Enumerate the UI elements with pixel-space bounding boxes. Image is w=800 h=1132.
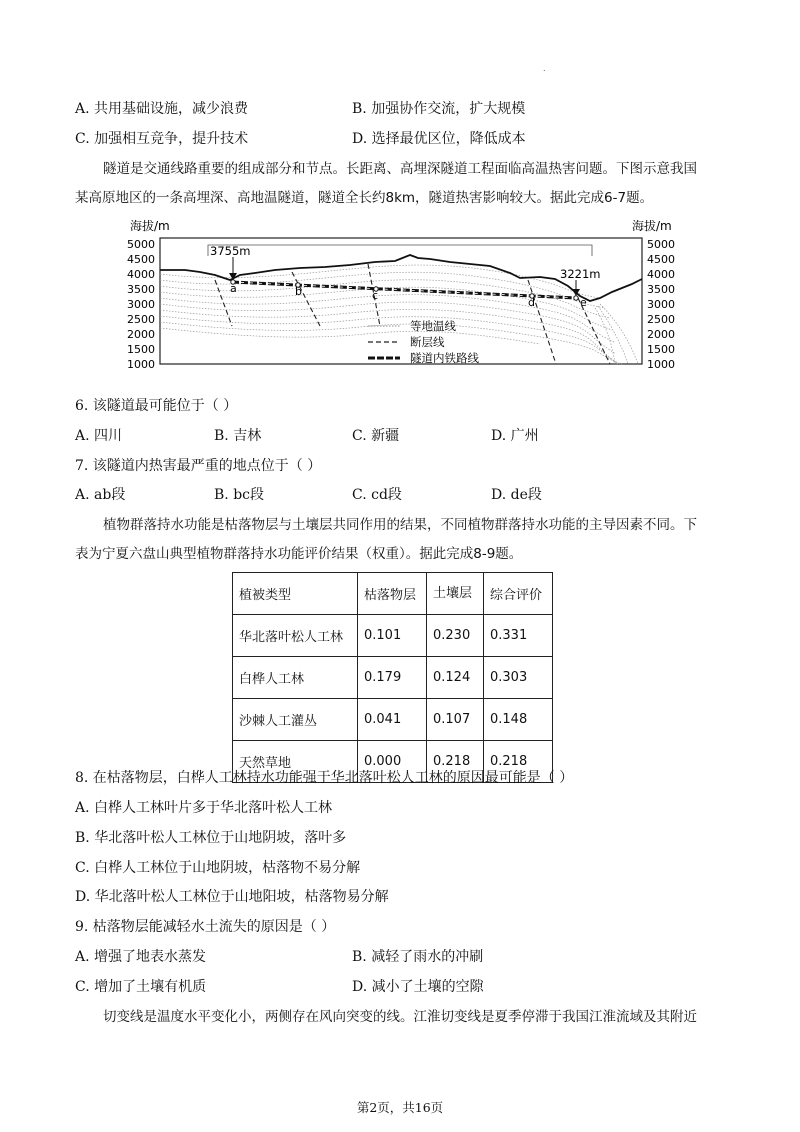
table-cell: 0.124 [427, 657, 484, 699]
tick-left-5000: 5000 [127, 238, 155, 251]
q9-option-c: C. 增加了土壤有机质 [75, 979, 207, 995]
q8-option-b: B. 华北落叶松人工林位于山地阴坡，落叶多 [75, 830, 347, 846]
q7-option-a: A. ab段 [75, 487, 126, 503]
elev-right-label: 3221m [560, 267, 601, 281]
table-cell: 0.303 [484, 657, 553, 699]
table-cell: 0.107 [427, 699, 484, 741]
tick-right-1000: 1000 [647, 358, 675, 371]
tick-right-2000: 2000 [647, 328, 675, 341]
q9-option-b: B. 减轻了雨水的冲刷 [352, 949, 484, 965]
q6-stem: 6. 该隧道最可能位于（ ） [75, 398, 238, 414]
q9-option-d: D. 减小了土壤的空隙 [352, 979, 484, 995]
q9-stem: 9. 枯落物层能减轻水土流失的原因是（ ） [75, 919, 336, 935]
point-labels [230, 282, 587, 309]
q8-option-a: A. 白桦人工林叶片多于华北落叶松人工林 [75, 800, 333, 816]
table-cell: 白桦人工林 [233, 657, 358, 699]
table-header-cell: 综合评价 [484, 573, 553, 615]
legend-railway: 隧道内铁路线 [410, 351, 479, 365]
table-cell: 天然草地 [233, 741, 358, 783]
q6-option-d: D. 广州 [491, 428, 539, 444]
tunnel-intro-line2: 某高原地区的一条高埋深、高地温隧道，隧道全长约8km，隧道热害影响较大。据此完成6-7题。 [75, 190, 654, 206]
page-dot: . [543, 64, 546, 73]
tick-right-4500: 4500 [647, 253, 675, 266]
table-cell: 0.041 [358, 699, 427, 741]
tick-right-3000: 3000 [647, 298, 675, 311]
table-header-cell: 植被类型 [233, 573, 358, 615]
legend-isotherm: 等地温线 [410, 319, 456, 333]
table-header-cell: 枯落物层 [358, 573, 427, 615]
table-cell: 华北落叶松人工林 [233, 615, 358, 657]
right-ticks [647, 238, 675, 371]
tick-left-1500: 1500 [127, 343, 155, 356]
q7-option-c: C. cd段 [352, 487, 402, 503]
q7-option-b: B. bc段 [214, 487, 264, 503]
q6-option-a: A. 四川 [75, 428, 123, 444]
page-footer: 第2页，共16页 [356, 1100, 444, 1115]
tick-right-4000: 4000 [647, 268, 675, 281]
q5-option-b: B. 加强协作交流，扩大规模 [352, 101, 526, 117]
table-row [233, 699, 553, 741]
q5-option-a: A. 共用基础设施，减少浪费 [75, 101, 249, 117]
tick-left-3500: 3500 [127, 283, 155, 296]
tick-right-2500: 2500 [647, 313, 675, 326]
shear-intro-line1: 切变线是温度水平变化小，两侧存在风向突变的线。江淮切变线是夏季停滞于我国江淮流域及其附近 [103, 1009, 697, 1025]
table-cell: 0.218 [427, 741, 484, 783]
q8-option-d: D. 华北落叶松人工林位于山地阳坡，枯落物易分解 [75, 889, 389, 905]
q6-option-c: C. 新疆 [352, 428, 400, 444]
table-header-cell: 土壤层 [427, 573, 484, 615]
tunnel-intro-line1: 隧道是交通线路重要的组成部分和节点。长距离、高埋深隧道工程面临高温热害问题。下图示意我国 [103, 161, 697, 177]
q8-stem: 8. 在枯落物层，白桦人工林持水功能强于华北落叶松人工林的原因最可能是（ ） [75, 770, 574, 786]
table-cell: 0.101 [358, 615, 427, 657]
figure-legend [368, 319, 479, 365]
elev-left-label: 3755m [210, 244, 251, 258]
tick-left-1000: 1000 [127, 358, 155, 371]
table-row [233, 615, 553, 657]
q5-option-c: C. 加强相互竞争，提升技术 [75, 131, 249, 147]
tick-right-5000: 5000 [647, 238, 675, 251]
q8-option-c: C. 白桦人工林位于山地阴坡，枯落物不易分解 [75, 860, 361, 876]
tick-left-4500: 4500 [127, 253, 155, 266]
point-e-marker [574, 296, 578, 300]
q7-stem: 7. 该隧道内热害最严重的地点位于（ ） [75, 458, 322, 474]
veg-intro-line1: 植物群落持水功能是枯落物层与土壤层共同作用的结果，不同植物群落持水功能的主导因素不同。下 [103, 517, 697, 533]
q5-option-d: D. 选择最优区位，降低成本 [352, 131, 526, 147]
veg-intro-line2: 表为宁夏六盘山典型植物群落持水功能评价结果（权重）。据此完成8-9题。 [75, 546, 523, 562]
point-d-label: d [528, 296, 535, 309]
tick-left-2000: 2000 [127, 328, 155, 341]
tick-left-3000: 3000 [127, 298, 155, 311]
q6-option-b: B. 吉林 [214, 428, 262, 444]
q9-option-a: A. 增强了地表水蒸发 [75, 949, 207, 965]
table-row [233, 657, 553, 699]
legend-fault: 断层线 [410, 335, 445, 349]
point-e-label: e [580, 296, 587, 309]
table-cell: 0.230 [427, 615, 484, 657]
point-c-label: c [372, 289, 379, 302]
tunnel-profile-figure [0, 218, 800, 378]
tick-right-1500: 1500 [647, 343, 675, 356]
table-cell: 0.331 [484, 615, 553, 657]
tunnel-bracket [208, 245, 592, 256]
left-ticks [127, 238, 155, 371]
table-header-row [233, 573, 553, 615]
q7-option-d: D. de段 [491, 487, 542, 503]
table-cell: 0.000 [358, 741, 427, 783]
table-cell: 沙棘人工灌丛 [233, 699, 358, 741]
tick-right-3500: 3500 [647, 283, 675, 296]
table-cell: 0.179 [358, 657, 427, 699]
table-cell: 0.218 [484, 741, 553, 783]
tick-left-4000: 4000 [127, 268, 155, 281]
point-a-label: a [230, 282, 237, 295]
tick-left-2500: 2500 [127, 313, 155, 326]
vegetation-evaluation-table [232, 572, 553, 783]
ylabel-right: 海拔/m [632, 219, 672, 233]
table-cell: 0.148 [484, 699, 553, 741]
ylabel-left: 海拔/m [130, 219, 170, 233]
point-b-label: b [295, 285, 302, 298]
